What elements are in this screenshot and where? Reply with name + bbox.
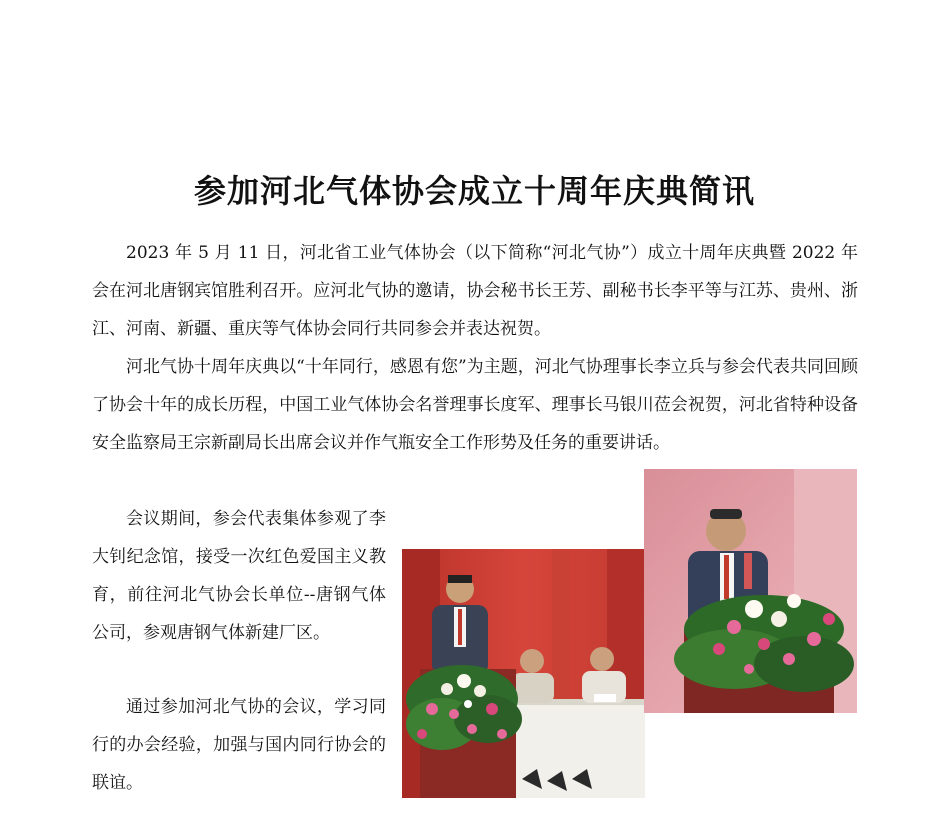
paragraph-3: 会议期间，参会代表集体参观了李大钊纪念馆，接受一次红色爱国主义教育，前往河北气协会长单位--唐钢气体公司，参观唐钢气体新建厂区。 — [92, 509, 386, 643]
paragraph-4: 通过参加河北气协的会议，学习同行的办会经验，加强与国内同行协会的联谊。 — [92, 697, 386, 793]
document-title: 参加河北气体协会成立十周年庆典简讯 — [193, 172, 755, 210]
meeting-photo-left-image — [402, 549, 645, 798]
meeting-photo-left — [402, 549, 645, 798]
speaker-photo-right — [644, 469, 857, 713]
paragraph-2: 河北气协十周年庆典以“十年同行，感恩有您”为主题，河北气协理事长李立兵与参会代表共同回顾了协会十年的成长历程，中国工业气体协会名誉理事长度军、理事长马银川莅会祝贺，河北省特种设备安全监察局王宗新副局长出席会议并作气瓶安全工作形势及任务的重要讲话。 — [92, 357, 858, 453]
speaker-photo-right-image — [644, 469, 857, 713]
paragraph-1: 2023 年 5 月 11 日，河北省工业气体协会（以下简称“河北气协”）成立十周年庆典暨 2022 年会在河北唐钢宾馆胜利召开。应河北气协的邀请，协会秘书长王芳、副秘书长李平等与江苏、贵州、浙江、河南、新疆、重庆等气体协会同行共同参会并表达祝贺。 — [92, 243, 858, 339]
